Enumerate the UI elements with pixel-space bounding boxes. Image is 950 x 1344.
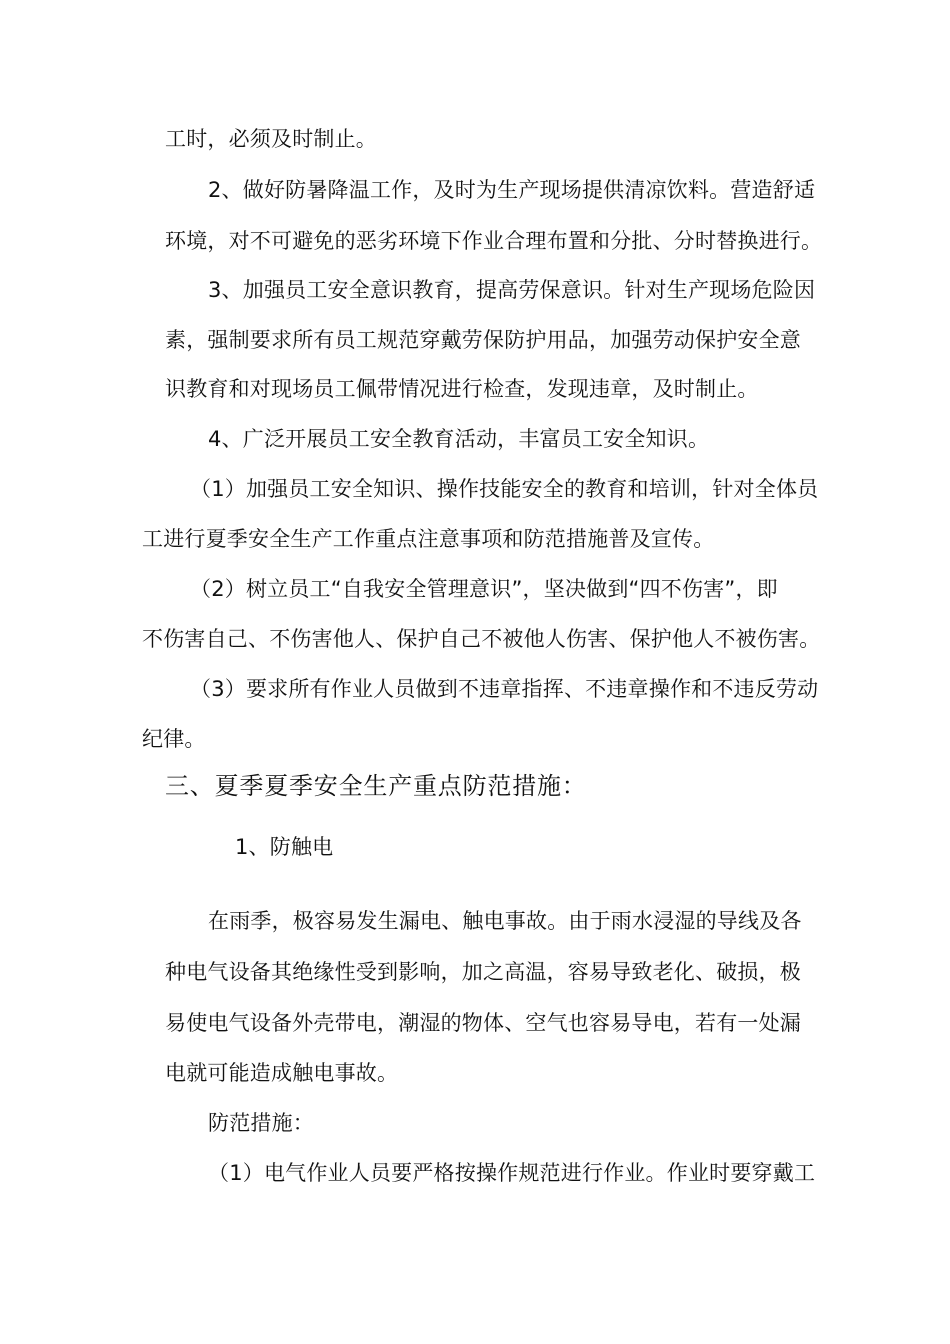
paragraph-3-line-3: 识教育和对现场员工佩带情况进行检查，发现违章，及时制止。 — [165, 377, 759, 401]
subsection-heading: 1、防触电 — [235, 835, 334, 859]
body-paragraph-line-2: 种电气设备其绝缘性受到影响，加之高温，容易导致老化、破损，极 — [165, 960, 801, 984]
paragraph-3-line-1: 3、加强员工安全意识教育，提高劳保意识。针对生产现场危险因 — [208, 278, 816, 302]
paragraph-4-line-1: 4、广泛开展员工安全教育活动，丰富员工安全知识。 — [208, 427, 710, 451]
measures-label: 防范措施： — [208, 1111, 314, 1135]
paragraph-2-line-1: 2、做好防暑降温工作，及时为生产现场提供清凉饮料。营造舒适 — [208, 178, 816, 202]
section-heading: 三、夏季夏季安全生产重点防范措施： — [165, 772, 587, 800]
measure-1-line-1: （1）电气作业人员要严格按操作规范进行作业。作业时要穿戴工 — [208, 1161, 816, 1185]
item-2-line-2: 不伤害自己、不伤害他人、保护自己不被他人伤害、保护他人不被伤害。 — [142, 627, 821, 651]
item-3-line-1: （3）要求所有作业人员做到不违章指挥、不违章操作和不违反劳动 — [190, 677, 819, 701]
item-1-line-2: 工进行夏季安全生产工作重点注意事项和防范措施普及宣传。 — [142, 527, 715, 551]
body-paragraph-line-1: 在雨季，极容易发生漏电、触电事故。由于雨水浸湿的导线及各 — [208, 909, 802, 933]
text-line: 工时，必须及时制止。 — [165, 127, 377, 151]
body-paragraph-line-3: 易使电气设备外壳带电，潮湿的物体、空气也容易导电，若有一处漏 — [165, 1011, 801, 1035]
body-paragraph-line-4: 电就可能造成触电事故。 — [165, 1061, 399, 1085]
item-2-line-1: （2）树立员工“自我安全管理意识”，坚决做到“四不伤害”，即 — [190, 577, 778, 601]
paragraph-3-line-2: 素，强制要求所有员工规范穿戴劳保防护用品，加强劳动保护安全意 — [165, 328, 801, 352]
item-3-line-2: 纪律。 — [142, 727, 206, 751]
item-1-line-1: （1）加强员工安全知识、操作技能安全的教育和培训，针对全体员 — [190, 477, 819, 501]
paragraph-2-line-2: 环境，对不可避免的恶劣环境下作业合理布置和分批、分时替换进行。 — [165, 229, 823, 253]
